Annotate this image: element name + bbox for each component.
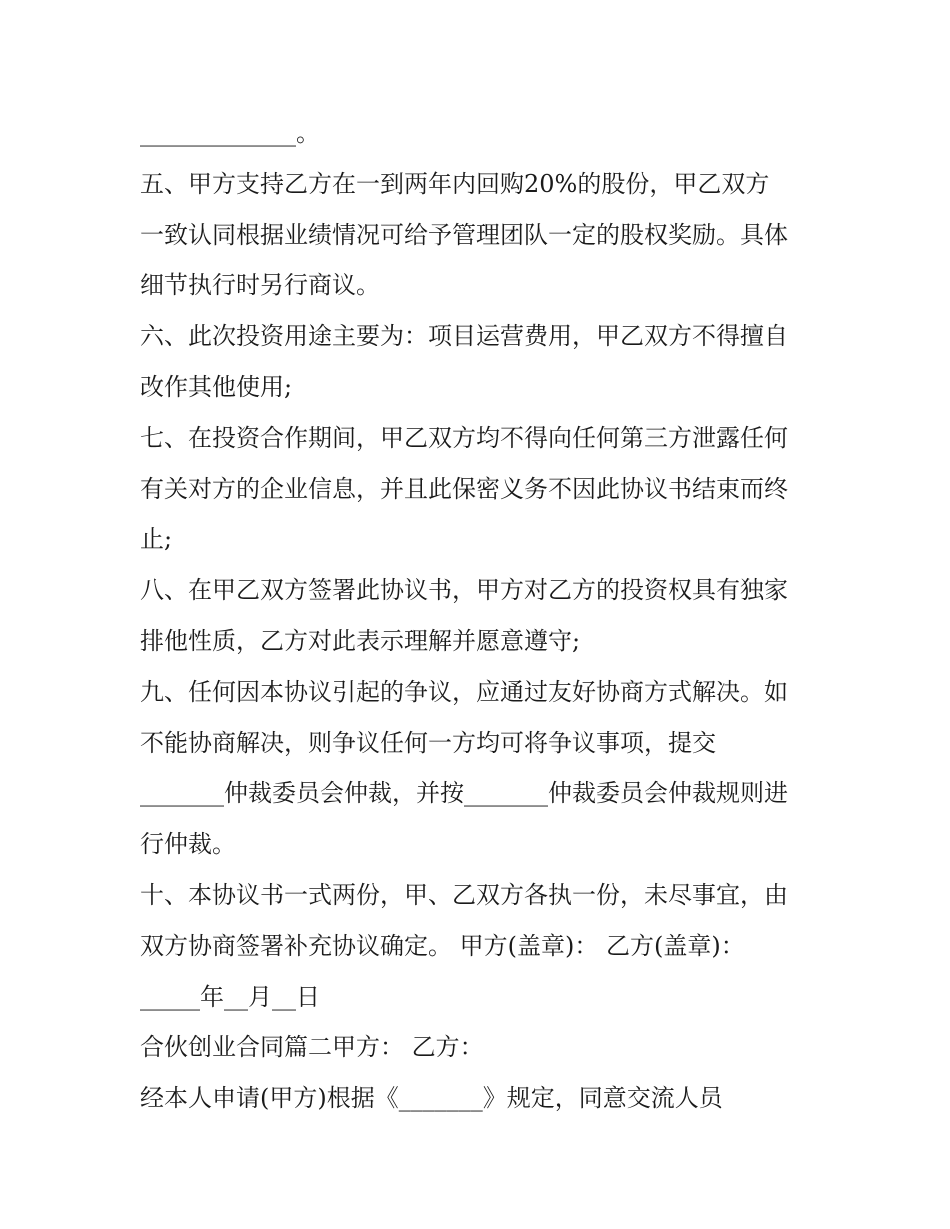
text-line: 有关对方的企业信息，并且此保密义务不因此协议书结束而终	[140, 474, 788, 503]
text-line: 合伙创业合同篇二甲方： 乙方：	[140, 1033, 484, 1062]
document-body	[140, 108, 820, 1124]
text-line: 经本人申请(甲方)根据《_______》规定，同意交流人员	[140, 1084, 723, 1113]
text-line: 一致认同根据业绩情况可给予管理团队一定的股权奖励。具体	[140, 220, 788, 249]
text-line: _____年__月__日	[140, 982, 320, 1011]
text-line: 九、任何因本协议引起的争议，应通过友好协商方式解决。如	[140, 677, 788, 706]
text-line: 排他性质，乙方对此表示理解并愿意遵守;	[140, 626, 581, 655]
text-line: 细节执行时另行商议。	[140, 271, 380, 300]
text-line: 六、此次投资用途主要为：项目运营费用，甲乙双方不得擅自	[140, 322, 788, 351]
text-line: 改作其他使用;	[140, 372, 293, 401]
text-line: _______仲裁委员会仲裁，并按_______仲裁委员会仲裁规则进	[140, 779, 788, 808]
text-line: 十、本协议书一式两份，甲、乙双方各执一份，未尽事宜，由	[140, 880, 788, 909]
text-line: _____________。	[140, 119, 320, 147]
text-line: 五、甲方支持乙方在一到两年内回购20%的股份，甲乙双方	[140, 169, 770, 198]
text-line: 七、在投资合作期间，甲乙双方均不得向任何第三方泄露任何	[140, 423, 788, 452]
text-line: 不能协商解决，则争议任何一方均可将争议事项，提交	[140, 728, 716, 757]
text-line: 双方协商签署补充协议确定。 甲方(盖章)： 乙方(盖章)：	[140, 931, 745, 960]
text-line: 止;	[140, 525, 173, 554]
text-line: 八、在甲乙双方签署此协议书，甲方对乙方的投资权具有独家	[140, 576, 788, 605]
text-line: 行仲裁。	[140, 830, 236, 859]
